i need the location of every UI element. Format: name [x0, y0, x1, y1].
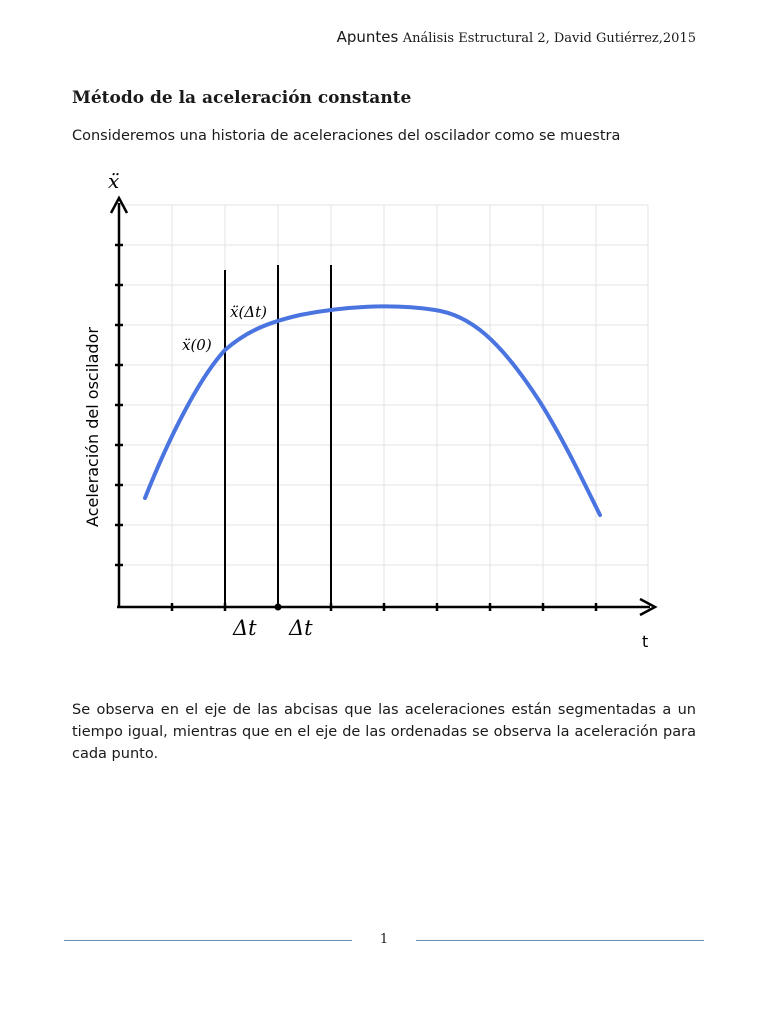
- y-axis-symbol: ẍ: [108, 169, 120, 193]
- section-title: Método de la aceleración constante: [72, 88, 412, 108]
- y-axis: [111, 198, 127, 607]
- delta-label-1: Δt: [233, 616, 257, 640]
- header-lead: Apuntes: [336, 28, 399, 46]
- body-paragraph: Se observa en el eje de las abcisas que las aceleraciones están segmentadas a un tiempo igual, mientras que en el eje de las ordenadas se observa la aceleración para cada punto.: [72, 702, 696, 762]
- acceleration-curve: [145, 306, 600, 515]
- x-axis-label: t: [642, 632, 649, 651]
- delta-label-2: Δt: [289, 616, 313, 640]
- page-number: 1: [379, 932, 389, 947]
- header-rest: Análisis Estructural 2, David Gutiérrez,2015: [402, 31, 696, 46]
- footer-rule-right: [416, 940, 704, 941]
- page-header: [337, 28, 696, 46]
- footer-rule-left: [64, 940, 352, 941]
- grid: [118, 205, 648, 606]
- acceleration-figure: [70, 165, 670, 665]
- label-xdt: ẍ(Δt): [230, 303, 268, 321]
- intro-paragraph: Consideremos una historia de aceleraciones del oscilador como se muestra: [72, 128, 621, 144]
- x-axis: [117, 599, 655, 615]
- y-axis-label: Aceleración del oscilador: [83, 327, 102, 527]
- acceleration-diagram: [70, 165, 670, 665]
- label-x0: ẍ(0): [182, 336, 212, 354]
